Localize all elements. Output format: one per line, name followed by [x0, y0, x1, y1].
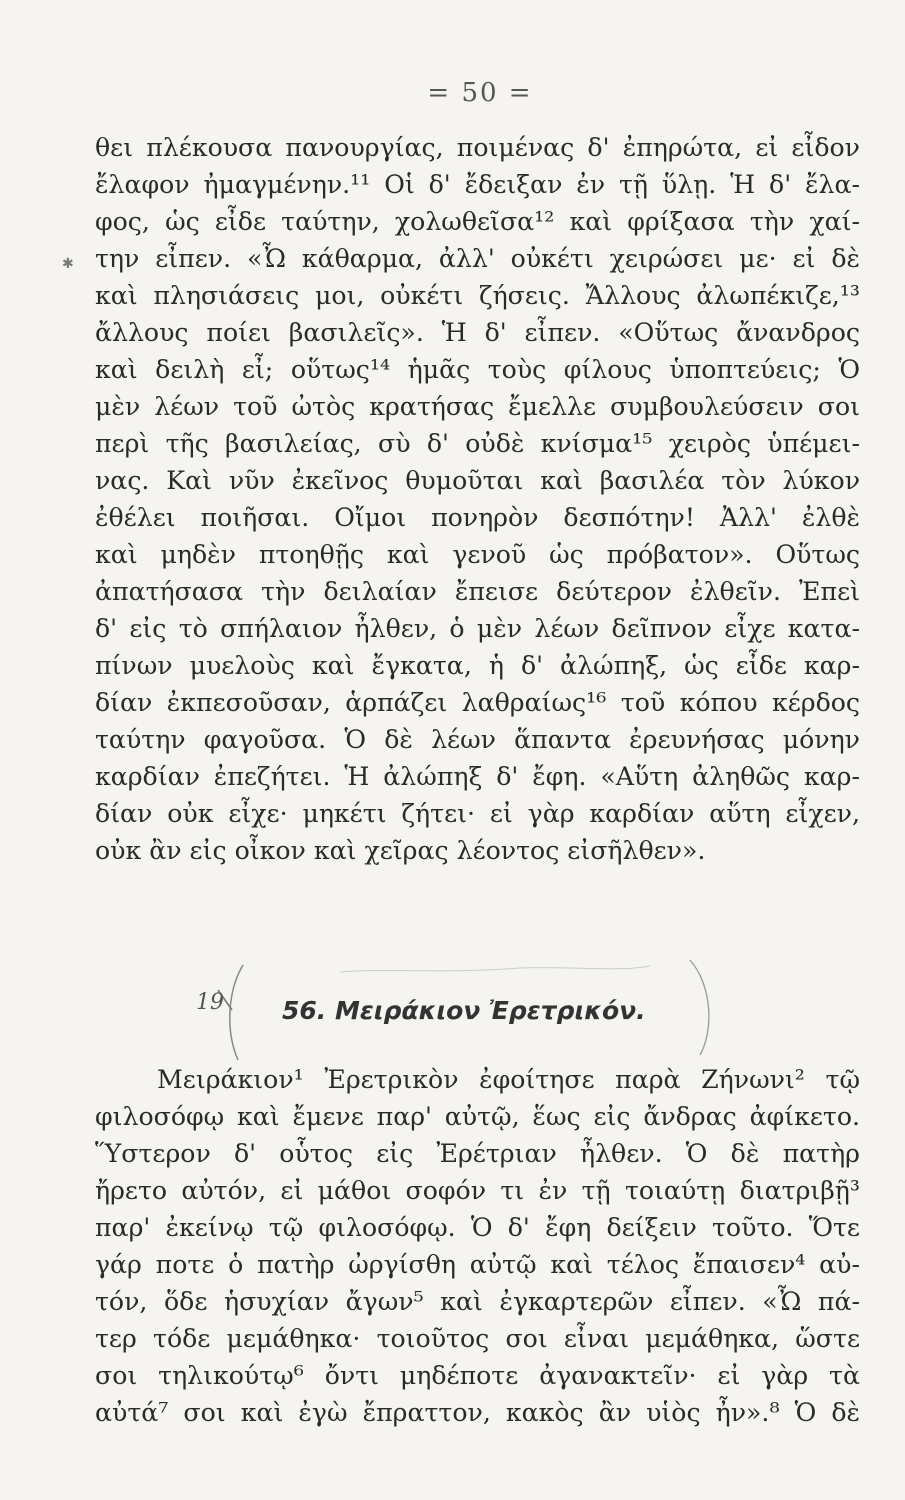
text-line: θει πλέκουσα πανουργίας, ποιμένας δ' ἐπηρώτα, εἰ εἶδον	[95, 133, 860, 162]
text-line: ἤρετο αὐτόν, εἰ μάθοι σοφόν τι ἐν τῇ τοιαύτῃ διατριβῇ³	[95, 1176, 860, 1205]
text-line: πίνων μυελοὺς καὶ ἔγκατα, ἡ δ' ἀλώπηξ, ὡς εἶδε καρ-	[95, 651, 860, 680]
page-number: = 50 =	[427, 78, 533, 108]
text-line: φιλοσόφῳ καὶ ἔμενε παρ' αὐτῷ, ἕως εἰς ἄνδρας ἀφίκετο.	[95, 1102, 860, 1131]
text-line: νας. Καὶ νῦν ἐκεῖνος θυμοῦται καὶ βασιλέα τὸν λύκον	[95, 466, 860, 495]
text-line: ἄλλους ποίει βασιλεῖς». Ἡ δ' εἶπεν. «Οὕτως ἄνανδρος	[95, 318, 860, 347]
text-line: παρ' ἐκείνῳ τῷ φιλοσόφῳ. Ὁ δ' ἔφη δείξειν τοῦτο. Ὅτε	[95, 1213, 860, 1242]
text-line: τερ τόδε μεμάθηκα· τοιοῦτος σοι εἶναι μεμάθηκα, ὥστε	[95, 1324, 860, 1353]
text-line: σοι τηλικούτῳ⁶ ὄντι μηδέποτε ἀγανακτεῖν· εἰ γὰρ τὰ	[95, 1361, 860, 1390]
text-line: καὶ δειλὴ εἶ; οὕτως¹⁴ ἡμᾶς τοὺς φίλους ὑποπτεύεις; Ὁ	[95, 355, 860, 384]
text-line: την εἶπεν. «Ὦ κάθαρμα, ἀλλ' οὐκέτι χειρώσει με· εἰ δὲ	[95, 244, 860, 273]
text-line: τόν, ὅδε ἡσυχίαν ἄγων⁵ καὶ ἐγκαρτερῶν εἶπεν. «Ὦ πά-	[95, 1287, 860, 1316]
text-line: φος, ὡς εἶδε ταύτην, χολωθεῖσα¹² καὶ φρίξασα τὴν χαί-	[95, 207, 860, 236]
text-line: καὶ μηδὲν πτοηθῇς καὶ γενοῦ ὡς πρόβατον». Οὕτως	[95, 540, 860, 569]
text-line: ταύτην φαγοῦσα. Ὁ δὲ λέων ἅπαντα ἐρευνήσας μόνην	[95, 725, 860, 754]
text-line: γάρ ποτε ὁ πατὴρ ὠργίσθη αὐτῷ καὶ τέλος ἔπαισεν⁴ αὐ-	[95, 1250, 860, 1279]
text-line: δίαν οὐκ εἶχε· μηκέτι ζήτει· εἰ γὰρ καρδίαν αὕτη εἶχεν,	[95, 799, 860, 828]
text-line: ἀπατήσασα τὴν δειλαίαν ἔπεισε δεύτερον ἐλθεῖν. Ἐπεὶ	[95, 577, 860, 606]
text-line: αὐτά⁷ σοι καὶ ἐγὼ ἔπραττον, κακὸς ἂν υἱὸς ἦν».⁸ Ὁ δὲ	[95, 1398, 860, 1427]
text-line: καὶ πλησιάσεις μοι, οὐκέτι ζήσεις. Ἄλλους ἀλωπέκιζε,¹³	[95, 281, 860, 310]
text-line: μὲν λέων τοῦ ὠτὸς κρατήσας ἔμελλε συμβουλεύσειν σοι	[95, 392, 860, 421]
text-line: οὐκ ἂν εἰς οἶκον καὶ χεῖρας λέοντος εἰσῆλθεν».	[95, 836, 706, 865]
text-line: Ὕστερον δ' οὗτος εἰς Ἐρέτριαν ἦλθεν. Ὁ δὲ πατὴρ	[95, 1139, 860, 1168]
text-line: Μειράκιον¹ Ἐρετρικὸν ἐφοίτησε παρὰ Ζήνωνι² τῷ	[157, 1065, 860, 1094]
section-heading: 56. Μειράκιον Ἐρετρικόν.	[282, 996, 646, 1025]
text-line: καρδίαν ἐπεζήτει. Ἡ ἀλώπηξ δ' ἔφη. «Αὕτη ἀληθῶς καρ-	[95, 762, 860, 791]
text-line: δίαν ἐκπεσοῦσαν, ἁρπάζει λαθραίως¹⁶ τοῦ κόπου κέρδος	[95, 688, 860, 717]
text-line: περὶ τῆς βασιλείας, σὺ δ' οὐδὲ κνίσμα¹⁵ χειρὸς ὑπέμει-	[95, 429, 860, 458]
text-line: ἔλαφον ἠμαγμένην.¹¹ Οἱ δ' ἔδειξαν ἐν τῇ ὕλῃ. Ἡ δ' ἔλα-	[95, 170, 860, 199]
margin-handwritten-number: 19	[196, 990, 224, 1015]
text-line: ἐθέλει ποιῆσαι. Οἴμοι πονηρὸν δεσπότην! Ἀλλ' ἐλθὲ	[95, 503, 860, 532]
text-line: δ' εἰς τὸ σπήλαιον ἦλθεν, ὁ μὲν λέων δεῖπνον εἶχε κατα-	[95, 614, 860, 643]
margin-dot-mark: ✱	[62, 256, 74, 272]
